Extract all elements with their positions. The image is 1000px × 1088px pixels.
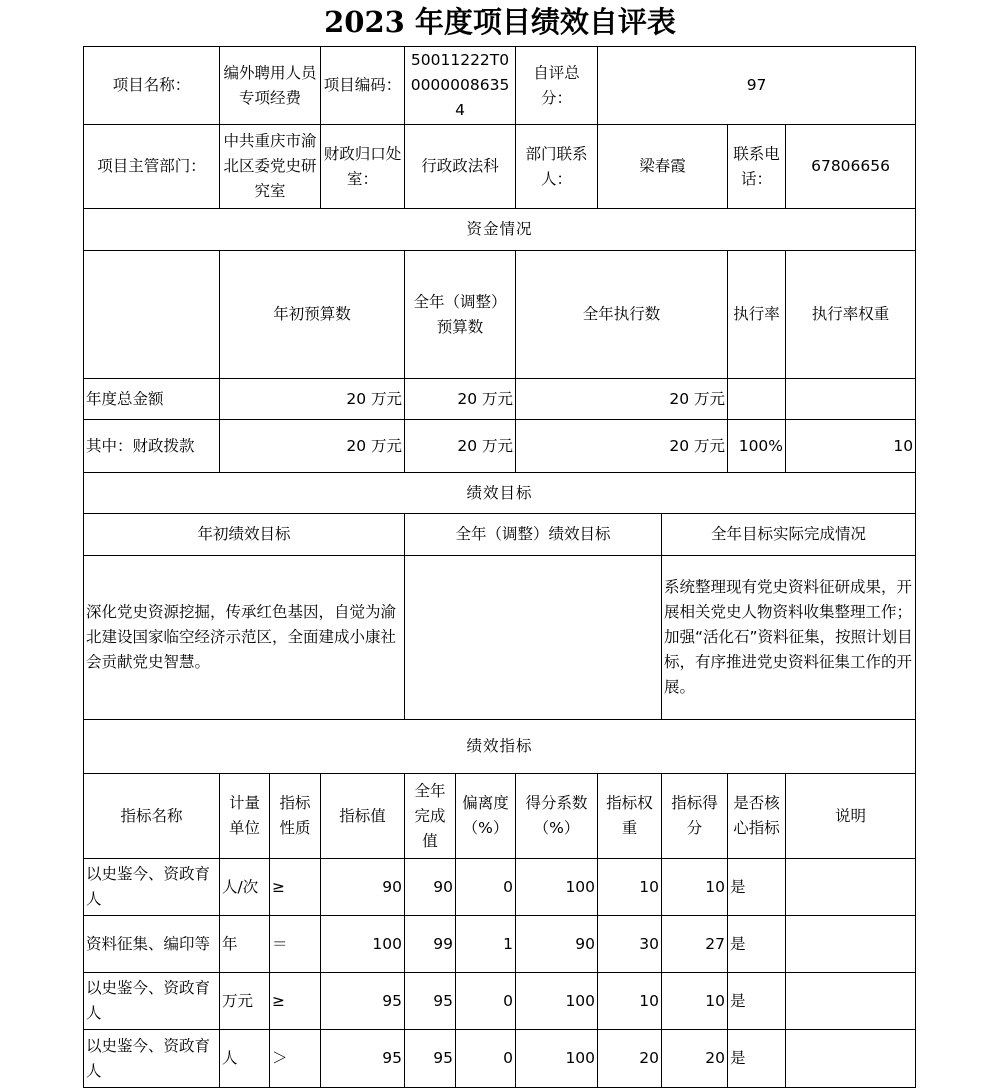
- funds-initial: 20 万元: [220, 379, 405, 420]
- contact-label: 部门联系人：: [516, 125, 598, 209]
- funds-weight: [786, 379, 916, 420]
- indicators-header-row: [84, 774, 916, 859]
- indicator-note: [786, 859, 916, 916]
- indicator-header: 计量单位: [220, 774, 270, 859]
- indicator-target: 100: [321, 916, 405, 973]
- dept-label: 项目主管部门：: [84, 125, 220, 209]
- goals-adjusted-text: [405, 556, 662, 720]
- project-name: 编外聘用人员专项经费: [220, 47, 321, 125]
- dept-name: 中共重庆市渝北区委党史研究室: [220, 125, 321, 209]
- funds-section-header: 资金情况: [84, 209, 916, 251]
- funds-executed: 20 万元: [516, 420, 728, 473]
- funds-header: 执行率: [728, 251, 786, 379]
- indicator-deviation: 1: [456, 916, 516, 973]
- indicator-unit: 万元: [220, 973, 270, 1030]
- indicator-actual: 99: [405, 916, 456, 973]
- goals-content-row: [84, 556, 916, 720]
- indicator-deviation: 0: [456, 973, 516, 1030]
- indicator-score: 20: [662, 1030, 728, 1088]
- funds-header-blank: [84, 251, 220, 379]
- indicator-core: 是: [728, 973, 786, 1030]
- goals-initial-text: 深化党史资源挖掘，传承红色基因，自觉为渝北建设国家临空经济示范区，全面建成小康社会贡献党史智慧。: [84, 556, 405, 720]
- indicator-unit: 年: [220, 916, 270, 973]
- evaluation-table: [83, 46, 916, 1088]
- indicator-header: 指标权重: [598, 774, 662, 859]
- indicator-actual: 90: [405, 859, 456, 916]
- indicator-header: 指标性质: [270, 774, 321, 859]
- goals-actual-header: 全年目标实际完成情况: [662, 514, 916, 556]
- info-row-project: [84, 47, 916, 125]
- indicator-note: [786, 1030, 916, 1088]
- indicator-nature: ≥: [270, 973, 321, 1030]
- indicator-row: [84, 916, 916, 973]
- indicator-core: 是: [728, 859, 786, 916]
- funds-header: 全年执行数: [516, 251, 728, 379]
- project-code: 50011222T000000086354: [405, 47, 516, 125]
- phone-number: 67806656: [786, 125, 916, 209]
- indicator-nature: ＞: [270, 1030, 321, 1088]
- indicator-header: 指标值: [321, 774, 405, 859]
- indicator-core: 是: [728, 916, 786, 973]
- indicator-weight: 10: [598, 859, 662, 916]
- project-name-label: 项目名称：: [84, 47, 220, 125]
- indicator-header: 全年完成值: [405, 774, 456, 859]
- indicator-coef: 90: [516, 916, 598, 973]
- total-score: 97: [598, 47, 916, 125]
- indicator-row: [84, 859, 916, 916]
- phone-label: 联系电话：: [728, 125, 786, 209]
- indicator-name: 资料征集、编印等: [84, 916, 220, 973]
- page-title: 2023 年度项目绩效自评表: [324, 5, 676, 39]
- indicator-coef: 100: [516, 859, 598, 916]
- funds-initial: 20 万元: [220, 420, 405, 473]
- funds-header: 全年（调整）预算数: [405, 251, 516, 379]
- indicator-unit: 人: [220, 1030, 270, 1088]
- indicator-header: 得分系数（%）: [516, 774, 598, 859]
- indicator-weight: 10: [598, 973, 662, 1030]
- funds-weight: 10: [786, 420, 916, 473]
- goals-section-header: 绩效目标: [84, 473, 916, 514]
- indicator-weight: 30: [598, 916, 662, 973]
- indicator-note: [786, 916, 916, 973]
- indicator-name: 以史鉴今、资政育人: [84, 859, 220, 916]
- funds-row-label: 其中：财政拨款: [84, 420, 220, 473]
- indicator-header: 说明: [786, 774, 916, 859]
- funds-row: [84, 420, 916, 473]
- indicator-header: 是否核心指标: [728, 774, 786, 859]
- indicator-header: 指标名称: [84, 774, 220, 859]
- indicator-score: 10: [662, 859, 728, 916]
- indicator-score: 10: [662, 973, 728, 1030]
- goals-adjusted-header: 全年（调整）绩效目标: [405, 514, 662, 556]
- indicator-note: [786, 973, 916, 1030]
- indicator-row: [84, 973, 916, 1030]
- funds-rate: [728, 379, 786, 420]
- indicator-name: 以史鉴今、资政育人: [84, 1030, 220, 1088]
- indicator-deviation: 0: [456, 1030, 516, 1088]
- indicator-coef: 100: [516, 1030, 598, 1088]
- goals-actual-text: 系统整理现有党史资料征研成果，开展相关党史人物资料收集整理工作； 加强“活化石”资料征集，按照计划目标，有序推进党史资料征集工作的开展。: [662, 556, 916, 720]
- indicator-target: 90: [321, 859, 405, 916]
- funds-header-row: [84, 251, 916, 379]
- funds-header: 年初预算数: [220, 251, 405, 379]
- indicator-nature: ＝: [270, 916, 321, 973]
- indicator-actual: 95: [405, 1030, 456, 1088]
- goals-header-row: [84, 514, 916, 556]
- finance-office: 行政政法科: [405, 125, 516, 209]
- indicator-score: 27: [662, 916, 728, 973]
- indicator-row: [84, 1030, 916, 1088]
- contact-name: 梁春霞: [598, 125, 728, 209]
- project-code-label: 项目编码：: [321, 47, 405, 125]
- indicators-section-header: 绩效指标: [84, 720, 916, 774]
- indicator-target: 95: [321, 973, 405, 1030]
- indicator-header: 指标得分: [662, 774, 728, 859]
- indicator-name: 以史鉴今、资政育人: [84, 973, 220, 1030]
- indicator-weight: 20: [598, 1030, 662, 1088]
- funds-row-label: 年度总金额: [84, 379, 220, 420]
- indicator-deviation: 0: [456, 859, 516, 916]
- funds-adjusted: 20 万元: [405, 379, 516, 420]
- funds-rate: 100%: [728, 420, 786, 473]
- indicator-unit: 人/次: [220, 859, 270, 916]
- finance-label: 财政归口处室：: [321, 125, 405, 209]
- goals-initial-header: 年初绩效目标: [84, 514, 405, 556]
- info-row-dept: [84, 125, 916, 209]
- indicator-core: 是: [728, 1030, 786, 1088]
- score-label: 自评总分：: [516, 47, 598, 125]
- indicator-header: 偏离度（%）: [456, 774, 516, 859]
- funds-adjusted: 20 万元: [405, 420, 516, 473]
- indicator-coef: 100: [516, 973, 598, 1030]
- funds-row: [84, 379, 916, 420]
- indicator-nature: ≥: [270, 859, 321, 916]
- indicator-target: 95: [321, 1030, 405, 1088]
- funds-executed: 20 万元: [516, 379, 728, 420]
- indicator-actual: 95: [405, 973, 456, 1030]
- funds-header: 执行率权重: [786, 251, 916, 379]
